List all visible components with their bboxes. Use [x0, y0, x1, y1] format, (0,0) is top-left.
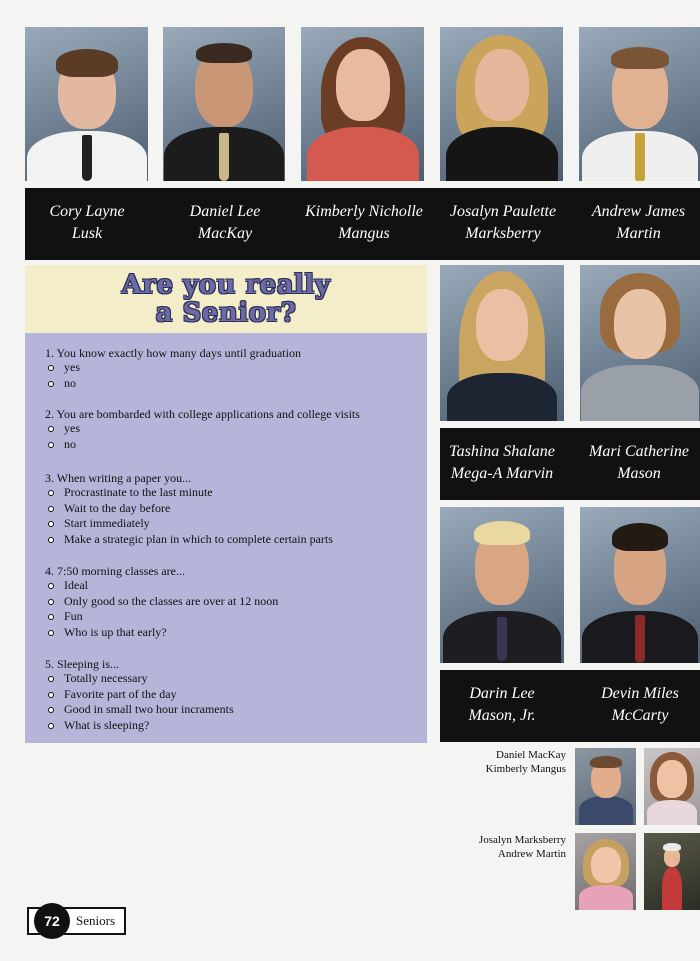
- quiz-header: [25, 265, 427, 333]
- answer-option: Wait to the day before: [45, 501, 333, 517]
- portrait-tashina-marvin: [440, 265, 564, 421]
- senior-name: Josalyn Paulette Marksberry: [449, 203, 557, 242]
- portrait-devin-mccarty: [580, 507, 700, 663]
- baby-photo-caption: Josalyn Marksberry Andrew Martin: [478, 834, 566, 860]
- portrait-kimberly-mangus: [301, 27, 424, 181]
- senior-name: Tashina Shalane Mega-A Marvin: [449, 443, 555, 482]
- portrait-cory-lusk: [25, 27, 148, 181]
- answer-option: Fun: [45, 609, 278, 625]
- question-text: 5. Sleeping is...: [45, 657, 119, 671]
- answer-option: Who is up that early?: [45, 625, 278, 641]
- question-text: 1. You know exactly how many days until graduation: [45, 346, 301, 360]
- quiz-question: [45, 657, 234, 733]
- section-label: Seniors: [76, 913, 115, 928]
- quiz-question: [45, 346, 301, 391]
- baby-photo-andrew-martin: [644, 833, 700, 910]
- senior-name: Devin Miles McCarty: [601, 685, 679, 724]
- answer-option: no: [45, 437, 360, 453]
- portrait-daniel-mackay: [163, 27, 285, 181]
- question-text: 4. 7:50 morning classes are...: [45, 564, 185, 578]
- baby-photo-josalyn-marksberry: [575, 833, 636, 910]
- answer-option: Totally necessary: [45, 671, 234, 687]
- senior-name: Kimberly Nicholle Mangus: [305, 203, 423, 242]
- answer-option: Only good so the classes are over at 12 noon: [45, 594, 278, 610]
- answer-option: Favorite part of the day: [45, 687, 234, 703]
- portrait-mari-mason: [580, 265, 700, 421]
- answer-option: Good in small two hour incraments: [45, 702, 234, 718]
- page-number: 72: [34, 903, 70, 939]
- answer-option: no: [45, 376, 301, 392]
- answer-option: yes: [45, 360, 301, 376]
- portrait-josalyn-marksberry: [440, 27, 563, 181]
- portrait-darin-mason: [440, 507, 564, 663]
- quiz-question: [45, 564, 278, 640]
- portrait-andrew-martin: [579, 27, 700, 181]
- question-text: 3. When writing a paper you...: [45, 471, 192, 485]
- answer-option: Start immediately: [45, 516, 333, 532]
- senior-name: Mari Catherine Mason: [589, 443, 689, 482]
- answer-option: Make a strategic plan in which to complete certain parts: [45, 532, 333, 548]
- answer-option: Ideal: [45, 578, 278, 594]
- baby-photo-daniel-mackay: [575, 748, 636, 825]
- senior-name: Cory Layne Lusk: [49, 203, 125, 242]
- senior-name: Daniel Lee MacKay: [189, 203, 261, 242]
- quiz-question: [45, 471, 333, 547]
- quiz-title: Are you really a Senior?: [121, 270, 331, 328]
- answer-option: What is sleeping?: [45, 718, 234, 734]
- senior-name: Andrew James Martin: [591, 203, 686, 242]
- question-text: 2. You are bombarded with college applications and college visits: [45, 407, 360, 421]
- baby-photo-kimberly-mangus: [644, 748, 700, 825]
- answer-option: Procrastinate to the last minute: [45, 485, 333, 501]
- senior-name: Darin Lee Mason, Jr.: [468, 685, 536, 724]
- baby-photo-caption: Daniel MacKay Kimberly Mangus: [485, 749, 566, 775]
- quiz-question: [45, 407, 360, 452]
- answer-option: yes: [45, 421, 360, 437]
- quiz-panel: [25, 333, 427, 743]
